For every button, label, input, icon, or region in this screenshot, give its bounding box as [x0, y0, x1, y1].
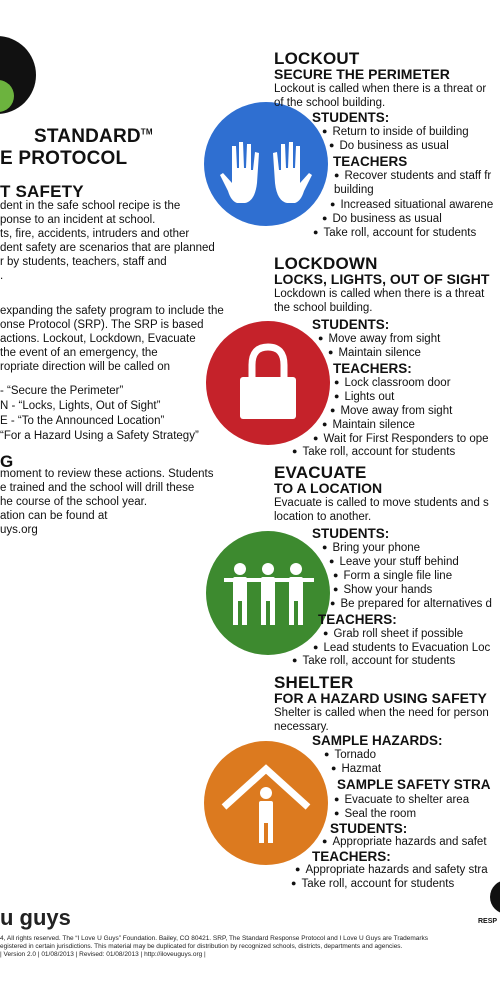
action-line: - “Secure the Perimeter” [0, 385, 124, 397]
evacuate-circle [206, 531, 330, 655]
shelter-person-icon [204, 741, 328, 865]
desc-line: location to another. [274, 511, 372, 523]
shelter-circle [204, 741, 328, 865]
text-line: he course of the school year. [0, 496, 148, 508]
list-item: ● Seal the room [334, 808, 416, 820]
list-item: ● Increased situational awarene [330, 199, 493, 211]
left-actions [0, 384, 199, 444]
lockdown-students-label: STUDENTS: [312, 317, 390, 332]
list-item: ● Appropriate hazards and safet [322, 836, 487, 848]
text-line: ponse to an incident at school. [0, 214, 156, 226]
list-item: ● Lead students to Evacuation Loc [313, 642, 490, 654]
lockdown-desc [274, 287, 484, 315]
list-item: ● Return to inside of building [322, 126, 469, 138]
text-line: expanding the safety program to include the [0, 305, 224, 317]
left-para3 [0, 467, 214, 537]
shelter-strategies-label: SAMPLE SAFETY STRA [337, 777, 491, 792]
list-item: ● Take roll, account for students [292, 446, 455, 458]
list-item: ● Evacuate to shelter area [334, 794, 469, 806]
desc-line: of the school building. [274, 97, 386, 109]
text-line: . [0, 270, 4, 282]
lockout-subtitle: SECURE THE PERIMETER [274, 66, 450, 82]
lockout-circle [204, 102, 328, 226]
text-line: ts, fire, accidents, intruders and other [0, 228, 190, 240]
left-para1 [0, 199, 215, 283]
list-item: ● Appropriate hazards and safety stra [295, 864, 488, 876]
desc-line: Lockdown is called when there is a threat [274, 288, 485, 300]
footer-line: 4, All rights reserved. The “I Love U Guys” Foundation. Bailey, CO 80421. SRP, The Standard Response Protocol and I Love U Guys are Trademarks [0, 935, 429, 942]
lockout-title: LOCKOUT [274, 49, 360, 68]
list-item: ● Maintain silence [322, 419, 415, 431]
evacuate-subtitle: TO A LOCATION [274, 480, 383, 496]
text-line: the event of an emergency, the [0, 347, 158, 359]
list-item: ● Lights out [334, 391, 394, 403]
text-line: r by students, teachers, staff and [0, 256, 167, 268]
action-line: “For a Hazard Using a Safety Strategy” [0, 430, 199, 442]
list-item: ● Wait for First Responders to ope [313, 433, 489, 445]
logo-line1: STANDARD [34, 126, 141, 147]
left-heading: T SAFETY [0, 182, 84, 201]
lockout-teachers-label: TEACHERS [333, 154, 408, 169]
list-item: ● Maintain silence [328, 347, 421, 359]
logo-tm: TM [140, 127, 153, 137]
evacuate-desc [274, 496, 489, 524]
padlock-icon [206, 321, 330, 445]
list-item: ● Take roll, account for students [313, 227, 476, 239]
text-line: uys.org [0, 524, 38, 536]
left-para2 [0, 304, 224, 374]
list-item: ● Bring your phone [322, 542, 420, 554]
footer-line: egistered in certain jurisdictions. This material may be duplicated for distribution by recognized schools, districts, departments and agencies. [0, 943, 403, 950]
text-line: ation can be found at [0, 510, 108, 522]
list-item: ● Take roll, account for students [291, 878, 454, 890]
list-item: ● Be prepared for alternatives d [330, 598, 492, 610]
text-line: ropriate direction will be called on [0, 361, 171, 373]
evacuate-teachers-label: TEACHERS: [318, 612, 397, 627]
list-item: ● Form a single file line [333, 570, 452, 582]
list-item: ● Take roll, account for students [292, 655, 455, 667]
lockdown-teachers-label: TEACHERS: [333, 361, 412, 376]
lockdown-circle [206, 321, 330, 445]
shelter-hazards-label: SAMPLE HAZARDS: [312, 733, 443, 748]
footer-legal [0, 935, 500, 959]
list-item: ● Hazmat [331, 763, 381, 775]
list-item: building [334, 184, 374, 196]
list-item: ● Move away from sight [318, 333, 440, 345]
lockout-desc [274, 82, 486, 110]
list-item: ● Tornado [324, 749, 376, 761]
text-line: moment to review these actions. Students [0, 468, 214, 480]
lockdown-subtitle: LOCKS, LIGHTS, OUT OF SIGHT [274, 271, 490, 287]
footer-line: | Version 2.0 | 01/08/2013 | Revised: 01/08/2013 | http://iloveuguys.org | [0, 951, 206, 958]
text-line: dent in the safe school recipe is the [0, 200, 181, 212]
action-line: N - “Locks, Lights, Out of Sight” [0, 400, 161, 412]
list-item: ● Leave your stuff behind [329, 556, 459, 568]
desc-line: Lockout is called when there is a threat or [274, 83, 487, 95]
text-line: dent safety are scenarios that are planned [0, 242, 215, 254]
action-line: E - “To the Announced Location” [0, 415, 165, 427]
text-line: onse Protocol (SRP). The SRP is based [0, 319, 204, 331]
desc-line: the school building. [274, 302, 373, 314]
desc-line: necessary. [274, 721, 329, 733]
footer-resp: RESP [478, 918, 498, 925]
logo-line2: E PROTOCOL [0, 148, 128, 169]
list-item: ● Move away from sight [330, 405, 452, 417]
shelter-students-label: STUDENTS: [330, 821, 408, 836]
evacuate-title: EVACUATE [274, 463, 367, 482]
left-heading2: G [0, 452, 14, 471]
desc-line: Shelter is called when the need for person [274, 707, 489, 719]
list-item: ● Recover students and staff fr [334, 170, 491, 182]
shelter-desc [274, 706, 489, 734]
lockdown-title: LOCKDOWN [274, 254, 378, 273]
desc-line: Evacuate is called to move students and s [274, 497, 489, 509]
list-item: ● Do business as usual [329, 140, 449, 152]
list-item: ● Grab roll sheet if possible [323, 628, 463, 640]
shelter-teachers-label: TEACHERS: [312, 849, 391, 864]
footer-brand: u guys [0, 905, 71, 930]
shelter-title: SHELTER [274, 673, 354, 692]
list-item: ● Show your hands [333, 584, 432, 596]
text-line: actions. Lockout, Lockdown, Evacuate [0, 333, 196, 345]
text-line: e trained and the school will drill these [0, 482, 195, 494]
list-item: ● Lock classroom door [334, 377, 451, 389]
lockout-students-label: STUDENTS: [312, 110, 390, 125]
shelter-subtitle: FOR A HAZARD USING SAFETY [274, 690, 487, 706]
evacuate-students-label: STUDENTS: [312, 526, 390, 541]
list-item: ● Do business as usual [322, 213, 442, 225]
resp-logo-icon [490, 880, 500, 914]
people-icon [206, 531, 330, 655]
hands-icon [204, 102, 328, 226]
